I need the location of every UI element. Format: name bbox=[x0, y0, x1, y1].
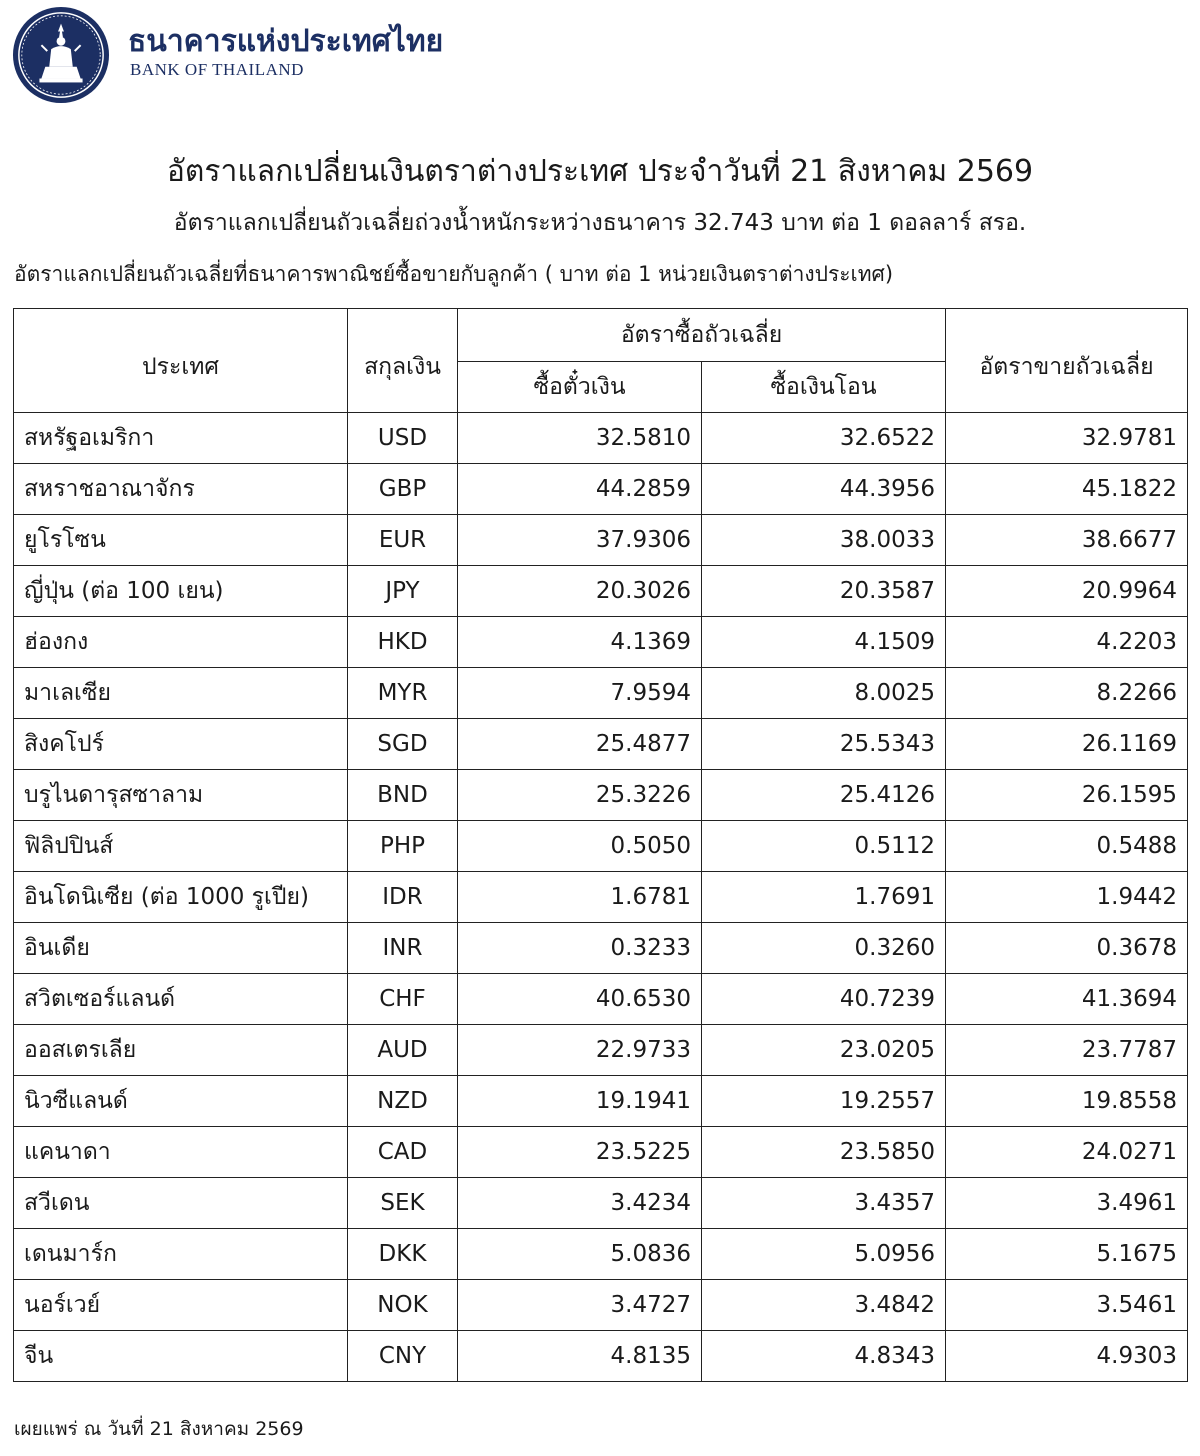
buying-cheque-cell: 4.1369 bbox=[458, 617, 702, 668]
currency-code-cell: CHF bbox=[348, 974, 458, 1025]
currency-code-cell: INR bbox=[348, 923, 458, 974]
table-row bbox=[14, 617, 1188, 668]
buying-transfer-cell: 5.0956 bbox=[702, 1229, 946, 1280]
country-cell: บรูไนดารุสซาลาม bbox=[14, 770, 348, 821]
table-row bbox=[14, 515, 1188, 566]
selling-rate-cell: 4.2203 bbox=[946, 617, 1188, 668]
selling-rate-cell: 45.1822 bbox=[946, 464, 1188, 515]
buying-cheque-cell: 22.9733 bbox=[458, 1025, 702, 1076]
table-row bbox=[14, 974, 1188, 1025]
buying-cheque-cell: 3.4727 bbox=[458, 1280, 702, 1331]
selling-rate-cell: 1.9442 bbox=[946, 872, 1188, 923]
country-cell: จีน bbox=[14, 1331, 348, 1382]
buying-cheque-cell: 25.4877 bbox=[458, 719, 702, 770]
country-cell: สวีเดน bbox=[14, 1178, 348, 1229]
currency-code-cell: SEK bbox=[348, 1178, 458, 1229]
buying-cheque-cell: 7.9594 bbox=[458, 668, 702, 719]
selling-rate-cell: 8.2266 bbox=[946, 668, 1188, 719]
buying-transfer-cell: 8.0025 bbox=[702, 668, 946, 719]
exchange-rate-table bbox=[13, 308, 1188, 1382]
selling-rate-cell: 24.0271 bbox=[946, 1127, 1188, 1178]
selling-rate-cell: 4.9303 bbox=[946, 1331, 1188, 1382]
buying-cheque-cell: 23.5225 bbox=[458, 1127, 702, 1178]
country-cell: อินโดนิเซีย (ต่อ 1000 รูเปีย) bbox=[14, 872, 348, 923]
country-cell: นิวซีแลนด์ bbox=[14, 1076, 348, 1127]
currency-code-cell: DKK bbox=[348, 1229, 458, 1280]
table-row bbox=[14, 1025, 1188, 1076]
buying-cheque-cell: 44.2859 bbox=[458, 464, 702, 515]
buying-transfer-cell: 25.5343 bbox=[702, 719, 946, 770]
selling-rate-cell: 5.1675 bbox=[946, 1229, 1188, 1280]
buying-transfer-cell: 19.2557 bbox=[702, 1076, 946, 1127]
header-buying-cheque: ซื้อตั๋วเงิน bbox=[458, 362, 702, 413]
buying-cheque-cell: 0.3233 bbox=[458, 923, 702, 974]
currency-code-cell: PHP bbox=[348, 821, 458, 872]
country-cell: แคนาดา bbox=[14, 1127, 348, 1178]
buying-cheque-cell: 37.9306 bbox=[458, 515, 702, 566]
table-row bbox=[14, 1229, 1188, 1280]
country-cell: มาเลเซีย bbox=[14, 668, 348, 719]
table-row bbox=[14, 821, 1188, 872]
buying-transfer-cell: 20.3587 bbox=[702, 566, 946, 617]
buying-transfer-cell: 3.4357 bbox=[702, 1178, 946, 1229]
bank-name-english: BANK OF THAILAND bbox=[130, 60, 304, 79]
buying-cheque-cell: 32.5810 bbox=[458, 413, 702, 464]
currency-code-cell: NZD bbox=[348, 1076, 458, 1127]
buying-cheque-cell: 4.8135 bbox=[458, 1331, 702, 1382]
buying-transfer-cell: 44.3956 bbox=[702, 464, 946, 515]
bank-of-thailand-seal-icon bbox=[12, 6, 110, 104]
buying-transfer-cell: 32.6522 bbox=[702, 413, 946, 464]
page-title: อัตราแลกเปลี่ยนเงินตราต่างประเทศ ประจำวันที่ 21 สิงหาคม 2569 bbox=[166, 154, 1034, 189]
selling-rate-cell: 38.6677 bbox=[946, 515, 1188, 566]
table-row bbox=[14, 719, 1188, 770]
currency-code-cell: HKD bbox=[348, 617, 458, 668]
buying-transfer-cell: 1.7691 bbox=[702, 872, 946, 923]
currency-code-cell: NOK bbox=[348, 1280, 458, 1331]
buying-transfer-cell: 25.4126 bbox=[702, 770, 946, 821]
buying-cheque-cell: 0.5050 bbox=[458, 821, 702, 872]
country-cell: ฟิลิปปินส์ bbox=[14, 821, 348, 872]
buying-transfer-cell: 0.3260 bbox=[702, 923, 946, 974]
currency-code-cell: USD bbox=[348, 413, 458, 464]
header-avg-buying: อัตราซื้อถัวเฉลี่ย bbox=[458, 309, 946, 362]
header-currency: สกุลเงิน bbox=[348, 309, 458, 413]
currency-code-cell: MYR bbox=[348, 668, 458, 719]
currency-code-cell: BND bbox=[348, 770, 458, 821]
currency-code-cell: JPY bbox=[348, 566, 458, 617]
buying-cheque-cell: 20.3026 bbox=[458, 566, 702, 617]
header-country: ประเทศ bbox=[14, 309, 348, 413]
currency-code-cell: EUR bbox=[348, 515, 458, 566]
buying-transfer-cell: 23.0205 bbox=[702, 1025, 946, 1076]
buying-transfer-cell: 40.7239 bbox=[702, 974, 946, 1025]
country-cell: สหรัฐอเมริกา bbox=[14, 413, 348, 464]
buying-cheque-cell: 5.0836 bbox=[458, 1229, 702, 1280]
country-cell: นอร์เวย์ bbox=[14, 1280, 348, 1331]
currency-code-cell: SGD bbox=[348, 719, 458, 770]
country-cell: ออสเตรเลีย bbox=[14, 1025, 348, 1076]
currency-code-cell: GBP bbox=[348, 464, 458, 515]
table-body bbox=[14, 413, 1188, 1382]
table-row bbox=[14, 1280, 1188, 1331]
country-cell: ยูโรโซน bbox=[14, 515, 348, 566]
table-note: อัตราแลกเปลี่ยนถัวเฉลี่ยที่ธนาคารพาณิชย์ซื้อขายกับลูกค้า ( บาท ต่อ 1 หน่วยเงินตราต่างประเทศ) bbox=[14, 262, 894, 286]
buying-cheque-cell: 19.1941 bbox=[458, 1076, 702, 1127]
buying-transfer-cell: 4.1509 bbox=[702, 617, 946, 668]
table-row bbox=[14, 1127, 1188, 1178]
buying-cheque-cell: 3.4234 bbox=[458, 1178, 702, 1229]
country-cell: ฮ่องกง bbox=[14, 617, 348, 668]
table-row bbox=[14, 566, 1188, 617]
selling-rate-cell: 0.5488 bbox=[946, 821, 1188, 872]
interbank-rate-subtitle: อัตราแลกเปลี่ยนถัวเฉลี่ยถ่วงน้ำหนักระหว่างธนาคาร 32.743 บาท ต่อ 1 ดอลลาร์ สรอ. bbox=[173, 210, 1027, 236]
table-row bbox=[14, 1076, 1188, 1127]
currency-code-cell: CAD bbox=[348, 1127, 458, 1178]
table-row bbox=[14, 923, 1188, 974]
buying-transfer-cell: 3.4842 bbox=[702, 1280, 946, 1331]
buying-cheque-cell: 40.6530 bbox=[458, 974, 702, 1025]
table-row bbox=[14, 770, 1188, 821]
selling-rate-cell: 23.7787 bbox=[946, 1025, 1188, 1076]
country-cell: สิงคโปร์ bbox=[14, 719, 348, 770]
table-row bbox=[14, 464, 1188, 515]
table-row bbox=[14, 1178, 1188, 1229]
buying-cheque-cell: 25.3226 bbox=[458, 770, 702, 821]
country-cell: สวิตเซอร์แลนด์ bbox=[14, 974, 348, 1025]
bank-name-thai: ธนาคารแห่งประเทศไทย bbox=[128, 24, 444, 59]
header-buying-transfer: ซื้อเงินโอน bbox=[702, 362, 946, 413]
selling-rate-cell: 0.3678 bbox=[946, 923, 1188, 974]
table-row bbox=[14, 872, 1188, 923]
published-date: เผยแพร่ ณ วันที่ 21 สิงหาคม 2569 bbox=[14, 1418, 304, 1440]
selling-rate-cell: 3.5461 bbox=[946, 1280, 1188, 1331]
selling-rate-cell: 20.9964 bbox=[946, 566, 1188, 617]
buying-transfer-cell: 23.5850 bbox=[702, 1127, 946, 1178]
country-cell: เดนมาร์ก bbox=[14, 1229, 348, 1280]
selling-rate-cell: 19.8558 bbox=[946, 1076, 1188, 1127]
buying-cheque-cell: 1.6781 bbox=[458, 872, 702, 923]
selling-rate-cell: 26.1169 bbox=[946, 719, 1188, 770]
header-avg-selling: อัตราขายถัวเฉลี่ย bbox=[946, 309, 1188, 413]
currency-code-cell: CNY bbox=[348, 1331, 458, 1382]
selling-rate-cell: 32.9781 bbox=[946, 413, 1188, 464]
country-cell: ญี่ปุ่น (ต่อ 100 เยน) bbox=[14, 566, 348, 617]
country-cell: อินเดีย bbox=[14, 923, 348, 974]
selling-rate-cell: 26.1595 bbox=[946, 770, 1188, 821]
country-cell: สหราชอาณาจักร bbox=[14, 464, 348, 515]
selling-rate-cell: 3.4961 bbox=[946, 1178, 1188, 1229]
buying-transfer-cell: 0.5112 bbox=[702, 821, 946, 872]
currency-code-cell: AUD bbox=[348, 1025, 458, 1076]
currency-code-cell: IDR bbox=[348, 872, 458, 923]
selling-rate-cell: 41.3694 bbox=[946, 974, 1188, 1025]
buying-transfer-cell: 4.8343 bbox=[702, 1331, 946, 1382]
table-row bbox=[14, 1331, 1188, 1382]
buying-transfer-cell: 38.0033 bbox=[702, 515, 946, 566]
table-row bbox=[14, 413, 1188, 464]
table-row bbox=[14, 668, 1188, 719]
